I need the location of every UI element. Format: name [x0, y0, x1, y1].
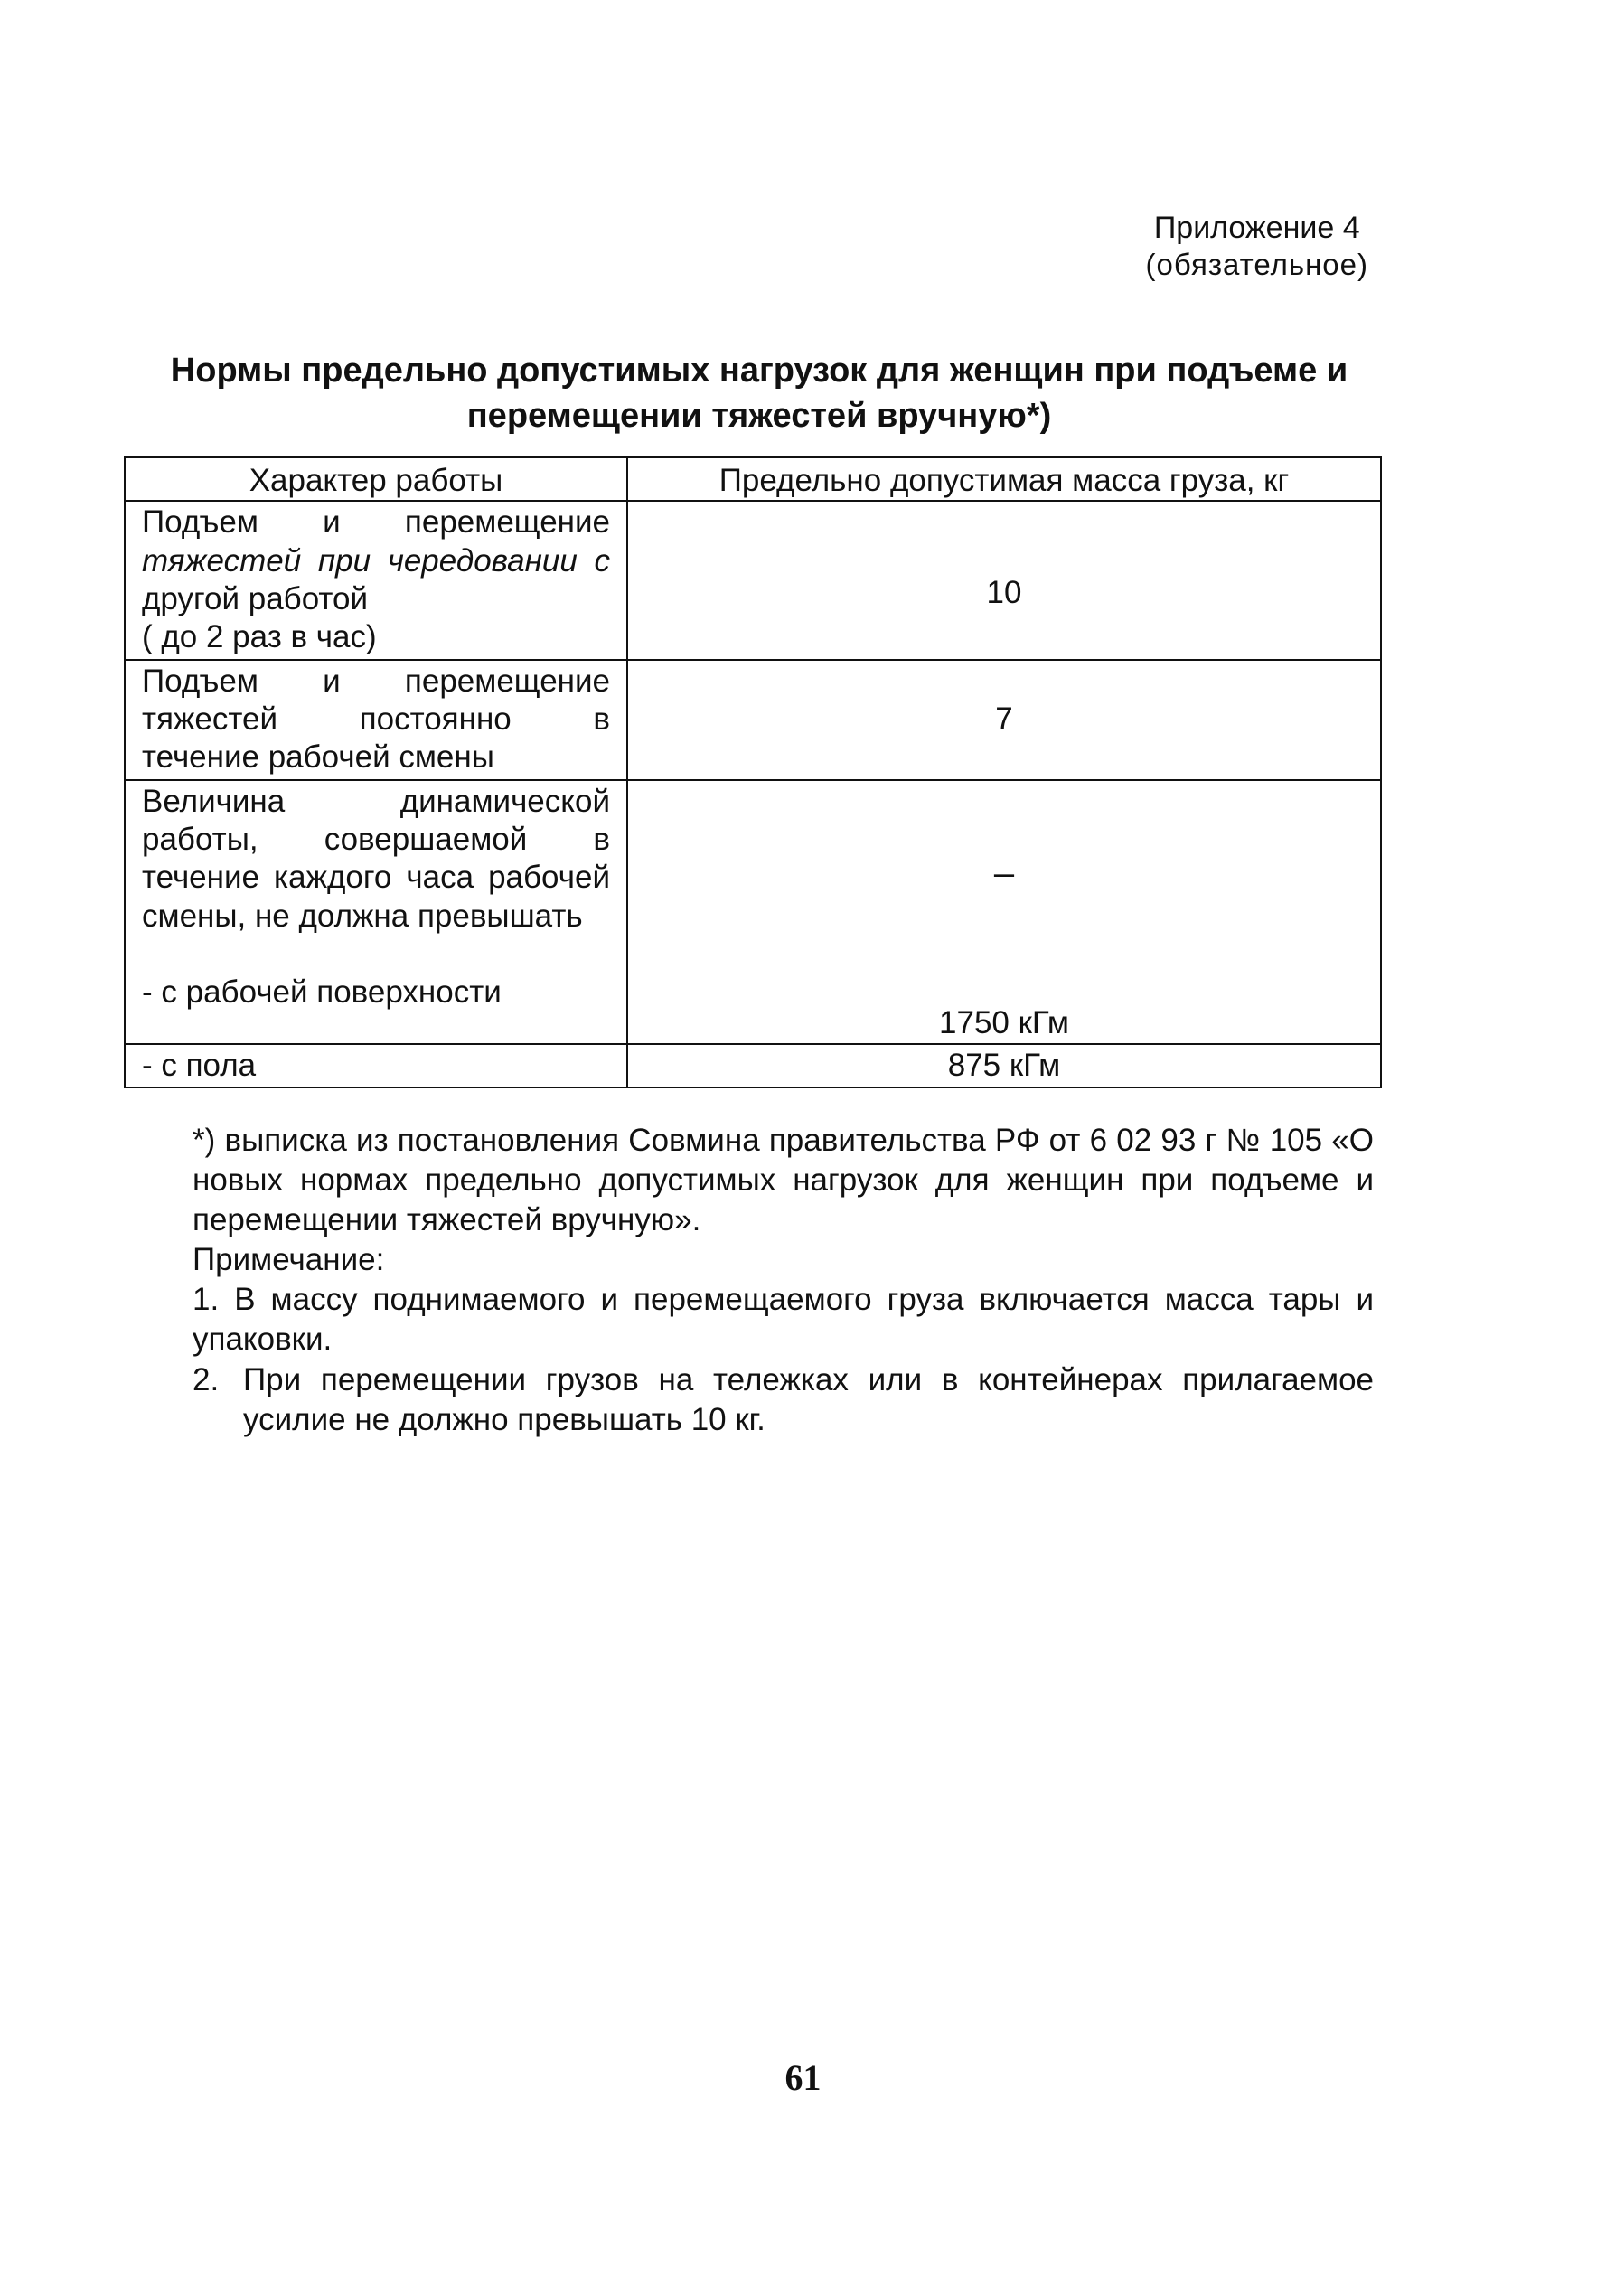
- work-cell: [125, 501, 627, 659]
- mass-value: 1750 кГм: [939, 1005, 1069, 1041]
- work-text: другой работой: [142, 581, 369, 617]
- mass-cell: 7: [627, 660, 1381, 780]
- work-text: Величина динамической работы, совершаемой в течение каждого часа рабочей смены, не должна превышать: [142, 783, 610, 934]
- mass-cell: [627, 780, 1381, 1044]
- table-row: [125, 1044, 1381, 1087]
- note-text: При перемещении грузов на тележках или в контейнерах прилагаемое усилие не должно превышать 10 кг.: [243, 1361, 1374, 1437]
- table-row: [125, 780, 1381, 1044]
- mass-value-dash: –: [993, 852, 1015, 893]
- mass-cell: 875 кГм: [627, 1044, 1381, 1087]
- table-row: [125, 660, 1381, 780]
- table-row: [125, 501, 1381, 659]
- appendix-header: [1145, 210, 1368, 284]
- note-number: 1.: [193, 1282, 220, 1318]
- work-text: Подъем и перемещение: [142, 663, 610, 699]
- work-text: течение рабочей смены: [142, 739, 494, 776]
- work-cell: [125, 660, 627, 780]
- work-sublabel: - с рабочей поверхности: [142, 974, 502, 1011]
- appendix-label: Приложение 4: [1153, 211, 1360, 245]
- footnote-text: *) выписка из постановления Совмина правительства РФ от 6 02 93 г № 105 «О новых нормах предельно допустимых нагрузок для женщин при подъеме и перемещении тяжестей вручную».: [193, 1123, 1374, 1238]
- column-header-work: Характер работы: [125, 457, 627, 501]
- note-item: [149, 1360, 1374, 1440]
- footnote-block: [149, 1121, 1374, 1440]
- work-text: тяжестей при чередовании с: [142, 542, 610, 579]
- norms-table-wrapper: [124, 456, 1380, 1088]
- note-heading: Примечание:: [193, 1242, 385, 1278]
- note-text: В массу поднимаемого и перемещаемого груза включается масса тары и упаковки.: [193, 1282, 1374, 1358]
- work-text: Подъем и перемещение: [142, 504, 610, 541]
- appendix-status: (обязательное): [1145, 248, 1368, 282]
- work-text: ( до 2 раз в час): [142, 619, 377, 655]
- page-number: 61: [784, 2057, 822, 2098]
- document-title: Нормы предельно допустимых нагрузок для женщин при подъеме и перемещении тяжестей вручную*): [170, 352, 1348, 436]
- column-header-mass: Предельно допустимая масса груза, кг: [627, 457, 1381, 501]
- note-item: [149, 1280, 1374, 1360]
- norms-table: [124, 456, 1382, 1088]
- table-header-row: [125, 457, 1381, 501]
- note-number: 2.: [193, 1361, 220, 1397]
- work-cell: - с пола: [125, 1044, 627, 1087]
- mass-cell: 10: [627, 501, 1381, 659]
- work-text: тяжестей постоянно в: [142, 701, 610, 738]
- work-cell: [125, 780, 627, 1044]
- notes-list: [149, 1280, 1374, 1439]
